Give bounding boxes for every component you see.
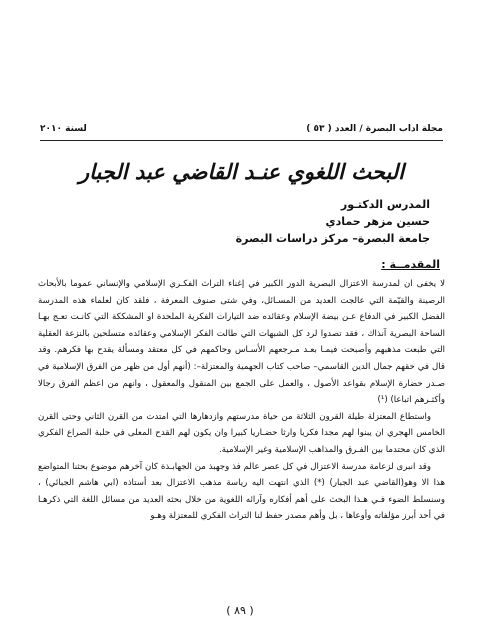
body-text — [38, 276, 445, 525]
issue-year: لسنة ٢٠١٠ — [40, 124, 87, 134]
journal-title: مجلة اداب البصرة / العدد ( ٥٣ ) — [306, 124, 443, 134]
author-affiliation: جامعة البصرة– مركز دراسات البصرة — [235, 232, 430, 245]
article-title: البحث اللغوي عنـد القاضي عبد الجبار — [78, 159, 405, 184]
author-block — [236, 196, 430, 247]
paragraph: وقد انبرى لزعامة مدرسة الاعتزال في كل عصر عالم فذ وجهبذ من الجهابـذة كان آخرهم موضوع بحثنا المتواضع هذا الا وهو(القاضي عبد الجبار) (*) الذي انتهت اليه رياسة مذهب الاعتزال بعد أستاذه (ابي هاشم الجبائي) ، وسنسلط الضوء فـي هـذا البحث على أهم أفكاره وآرائه اللغوية من خلال بحثه العديد من مسائل اللغة التي ذكرهـا في أحد أبرز مؤلفاته وأوعاها ، بل وأهم مصدر حفظ لنا التراث الفكري للمعتزلة وهـو — [38, 461, 445, 522]
author-rank: المدرس الدكتـور — [340, 198, 430, 211]
section-heading: المقدمــة : — [381, 258, 440, 271]
paragraph: واستطاع المعتزلة طيلة القرون الثلاثة من حياة مدرستهم وازدهارها التي امتدت من القرن الثاني وحتى القرن الخامس الهجري ان يبنوا لهم مجدا فكريا وارثا حضـاريا كبيرا وان يكون لهم القدح المعلى في حلبة الصراع الفكري الذي كان محتدما بين الفـرق والمذاهب الإسلامية وغير الإسلامية. — [38, 411, 445, 455]
page-number: ( ٨٩ ) — [226, 604, 254, 617]
running-header — [40, 124, 443, 138]
author-name: حسين مزهر حمادي — [325, 215, 430, 228]
paragraph: لا يخفى ان لمدرسة الاعتزال البصرية الدور الكبير في إغناء التراث الفكـري الإسلامي والإنساني عموما بالأبحاث الرصينة والقيّمة التي عالجت العديد من المسـائل، وفي شتى صنوف المعرفة ، فلقد كان لعلماء هذه المدرسة الفضل الكبير في الدفاع عـن بيضة الإسلام وعقائده ضد التيارات الفكرية الملحدة او المشككة التي كانـت تعـج بهـا الساحة البصرية آنذاك ، فقد تصدوا لرد كل الشبهات التي طالت الفكر الإسلامي وعقائده متسلحين بالنزعة العقلية التي طبعت مذهبهم وأصبحت فيمـا بعـد مـرجعهم الأسـاس وحاكمهم في كل معتقد ومسألة يقدح بها فكرهم. وقد قال في حقهم جمال الدين القاسمي– صاحب كتاب الجهمية والمعتزلة–: (أنهم أول من ظهر من الفرق الإسلامية في صـدر حضارة الإسلام بقواعد الأصول ، والعمل على الجمع بين المنقول والمعقول ، وانهم من اعظم الفرق رجالا وأكثـرهم اتباعا) (¹) — [38, 279, 445, 406]
header-divider — [40, 140, 443, 141]
